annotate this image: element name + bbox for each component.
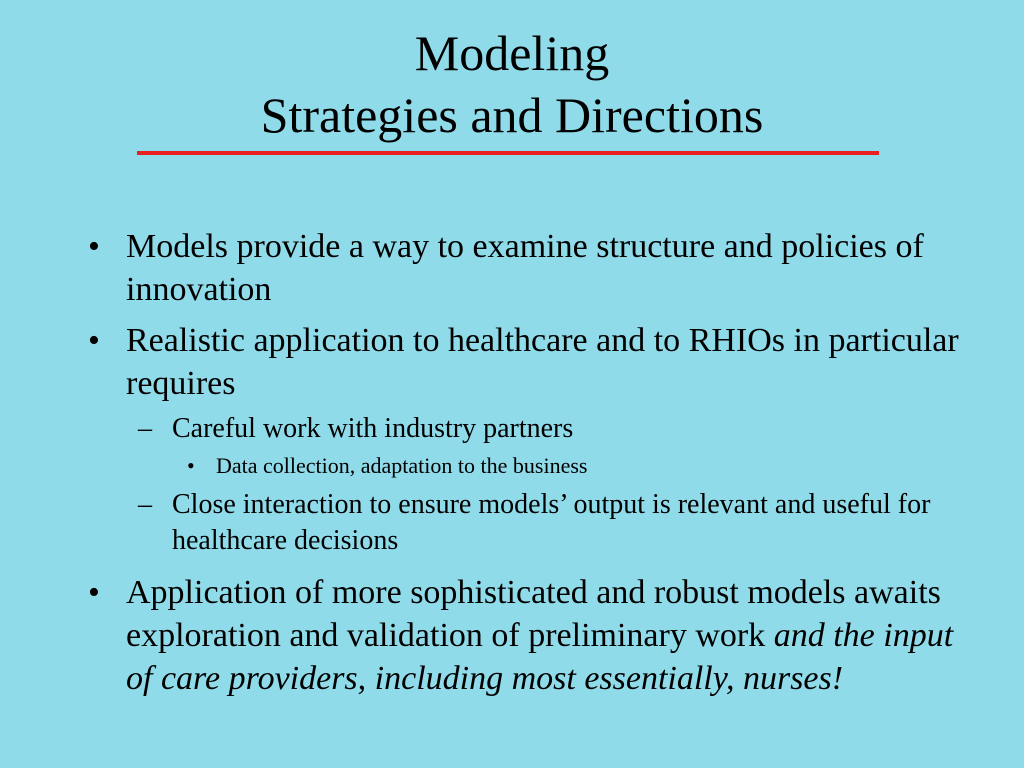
- bullet-item-3-italic-text: and the input of care providers, including most essentially, nurses!: [126, 617, 954, 697]
- sub-item-2-1-text: Careful work with industry partners: [172, 413, 574, 444]
- bullet-icon: •: [88, 228, 100, 265]
- sub-sub-item-2-1-1: [80, 451, 980, 481]
- bullet-icon: •: [187, 453, 195, 478]
- dash-icon: –: [138, 489, 152, 520]
- bullet-item-3-text: Application of more sophisticated and robust models awaits exploration and validation of preliminary work: [126, 574, 941, 654]
- sub-sub-item-2-1-1-text: Data collection, adaptation to the business: [216, 453, 588, 478]
- bullet-item-2: [80, 319, 980, 405]
- bullet-icon: •: [88, 574, 100, 611]
- sub-item-2-2-text: Close interaction to ensure models’ output is relevant and useful for healthcare decisions: [172, 489, 931, 556]
- dash-icon: –: [138, 413, 152, 444]
- bullet-item-3: [80, 571, 980, 700]
- bullet-item-1: [80, 225, 980, 311]
- sub-item-2-1: [80, 411, 980, 447]
- slide-title: [0, 22, 1024, 146]
- bullet-list: [80, 225, 980, 700]
- sub-item-2-2: [80, 487, 980, 559]
- bullet-icon: •: [88, 322, 100, 359]
- title-line-2: Strategies and Directions: [260, 87, 764, 143]
- bullet-item-2-text: Realistic application to healthcare and to RHIOs in particular requires: [126, 322, 959, 402]
- title-underline-rule: [137, 151, 879, 155]
- title-line-1: Modeling: [414, 25, 610, 81]
- bullet-item-1-text: Models provide a way to examine structure and policies of innovation: [126, 228, 924, 308]
